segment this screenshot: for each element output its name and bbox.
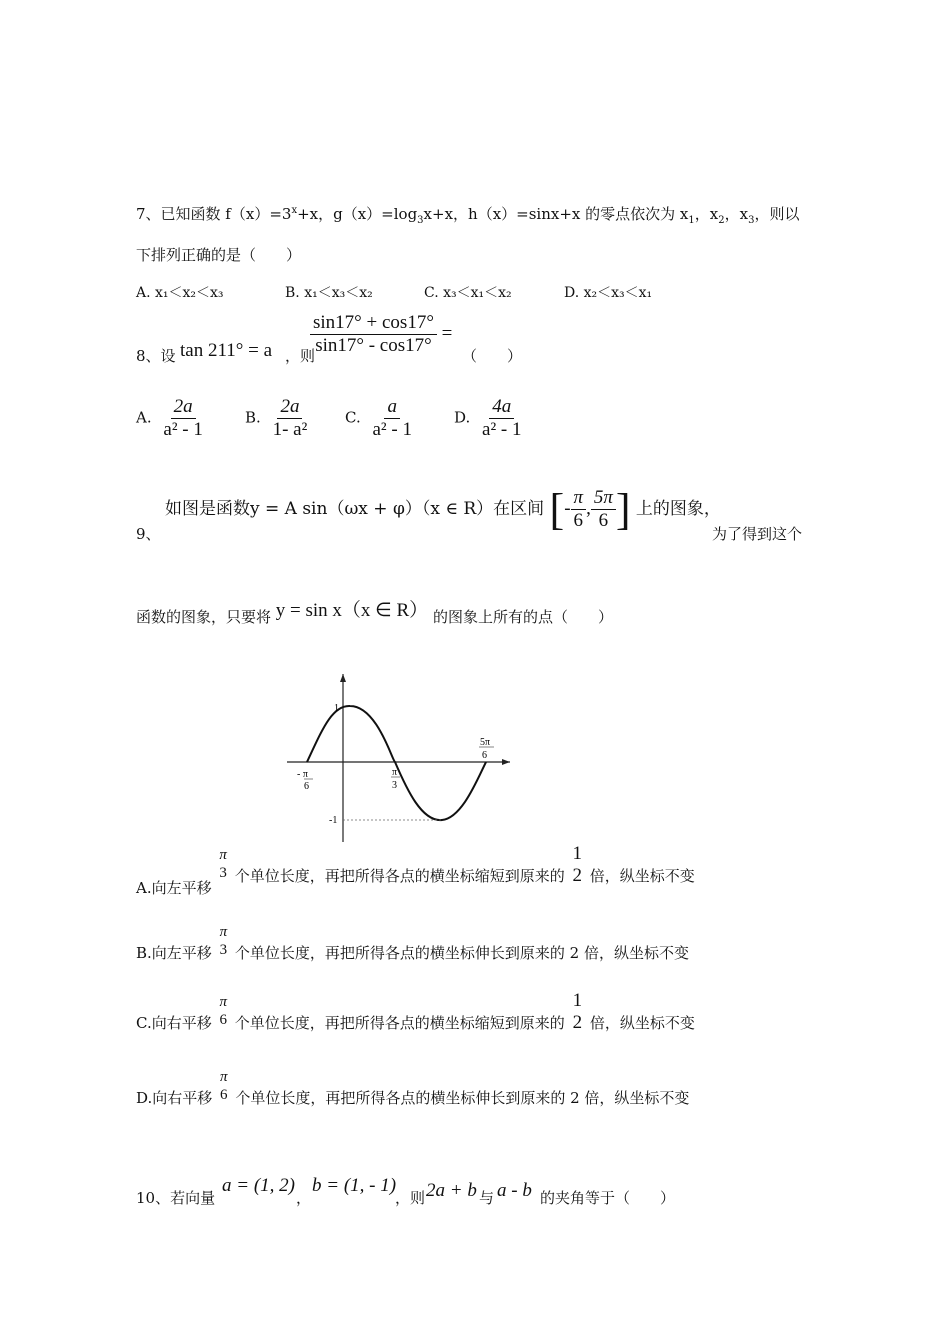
q9-option-d: D.向右平移 π 6 个单位长度，再把所得各点的横坐标伸长到原来的 2 倍，纵坐标不变 [136,1069,690,1107]
q9-line2: 函数的图象，只要将 y = sin x（x ∈ R） 的图象上所有的点（ ） [136,600,613,626]
label-minus-pi-6: - π [297,769,308,780]
q10-vec-b: b = (1, - 1) [312,1175,397,1196]
q10-expr2: a - b [497,1180,532,1201]
q10-vec-a: a = (1, 2) [222,1175,295,1196]
q8-option-a: A. $\frac{2a}{\text{a² - 1}}$ [136,396,203,440]
q9-option-a: A.向左平移 π 3 个单位长度，再把所得各点的横坐标缩短到原来的 1 2 倍，纵坐标不变 [136,843,695,897]
q8-fraction: $\frac{\sin 17^\circ + \cos 17^\circ}{\sin 17^\circ - \cos 17^\circ}$ = [310,313,452,356]
q10-prefix: 10、若向量 [136,1189,216,1207]
sine-graph [282,670,517,850]
q7-line1: 7、已知函数 $f(x)=3^x+x$，$g(x)=\log_3x+x$，h（x）=sinx+x 的零点依次为 $x_1$，$x_2$，$x_3$，则以 [136,205,800,226]
q8-paren: （ ） [462,347,523,365]
y-axis-arrow [340,674,346,682]
q9-option-c: C.向右平移 π 6 个单位长度，再把所得各点的横坐标缩短到原来的 1 2 倍，纵坐标不变 [136,990,695,1033]
q8-then: ，则 [285,347,316,365]
q7-option-d: D. x₂＜x₃＜x₁ [564,285,653,301]
q8-option-b: B. $\frac{2a}{\text{1- a²}}$ [245,396,308,440]
q8-given: tan 211° = a [180,340,273,361]
svg-text:6: 6 [482,750,487,761]
q10-suffix: 的夹角等于（ ） [540,1189,676,1207]
q9-number: 9、 [136,525,161,543]
q10-expr1: 2a + b [426,1180,477,1201]
q8-option-c: C. $\frac{a}{\text{a² - 1}}$ [345,396,412,440]
sine-curve [307,706,486,820]
q7-line2: 下排列正确的是（ ） [136,246,302,264]
label-neg1: -1 [329,815,338,826]
q10-with: 与 [479,1189,495,1207]
q10-then: ，则 [395,1189,426,1207]
q9-option-b: B.向左平移 π 3 个单位长度，再把所得各点的横坐标伸长到原来的 2 倍，纵坐标不变 [136,924,689,962]
label-pi-3: π [392,767,398,778]
svg-text:6: 6 [304,781,309,792]
q9-text1: 如图是函数y = A sin（ωx + φ）（x ∈ R）在区间 [- $\frac{\pi}{6}$ , $\frac{5\pi}{6}$ ] 上的图象， [165,485,721,534]
q8-prefix: 8、设 [136,347,176,365]
q9-text3: 为了得到这个 [712,525,803,543]
q7-option-c: C. x₃＜x₁＜x₂ [424,285,512,301]
q8-option-d: D. $\frac{4a}{\text{a² - 1}}$ [454,396,522,440]
label-5pi-6: 5π [480,737,491,748]
q10-comma: ， [296,1189,312,1207]
label-1: 1 [334,703,339,714]
svg-text:3: 3 [392,780,397,791]
q7-option-b: B. x₁＜x₃＜x₂ [285,285,373,301]
x-axis-arrow [502,759,510,765]
q7-option-a: A. x₁＜x₂＜x₃ [136,285,224,301]
